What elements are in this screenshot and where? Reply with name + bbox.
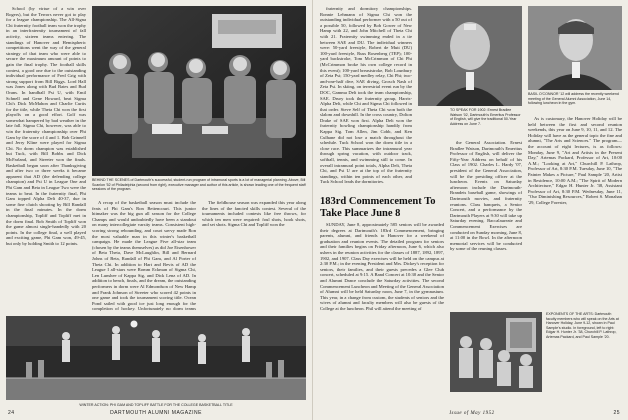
article-text: A recap of the basketball season must include the feats of Phi Gam's Ron Bettencourt. This junior hitmaker was the big gun all season for the College Champs and would undoubtedly have been a standout on many intercollegiate varsity teams. Consistent high-scoring strong rebounding, and court savvy made Ron the most valuable man in this winter's basketball campaign. He made the League Five all-star team (chosen by the teams themselves) as did Joe Eisenhower of Beta Theta, Dave McLaughlin, Bill and Bernard Johns of Beta, Randall of Phi Gam, and Al Porter of Theta Chi. In addition to Hart and Bevis of AD the League I all-stars were Romm Eckman of Sigma Chi, Len Lunshee of Kappa Sig, and Dick Lenz of AD. In addition to bench, finals, and the dream, the outstanding performers in dorm were Al Edmondson of New Hamp and Frank Johnson of Streeter who scored 42 points in one game and took the tournament scoring title. Ocean Pond sailed with good ice just long enough for the completion of hockey. Unfortunately no dorm teams <box>92 200 196 312</box>
article-column-2 <box>92 200 196 312</box>
article-text: As is customary, the Hanover Holiday will be held between the first and second reunion weekends, this year on June 9, 10, 11, and 12. The Holiday will have as the general topic the fine and alumni, "The Arts and Sciences." The program—the account of eight lectures, is as follows: Monday, June 9, "Art and Artists in the Present Day," Artemas Packard, Professor of Art, 10:00 A.M.; "Looking at Art," Churchill P. Lathrop, Professor of Art, 8:30 P.M. Tuesday, June 10, "The Painter Makes a Picture," Paul Sample '20, Artist in Residence, 10:00 A.M.; "The Spirit of Modern Architecture," Edgar H. Hunter Jr. '38, Assistant Professor of Art, 8:30 P.M. Wednesday, June 11, "Our Diminishing Resources," Robert S. Monahan '29, College Forester, <box>528 116 622 205</box>
issue-title: Issue of May 1952 <box>449 411 495 416</box>
article-column-2 <box>450 140 522 308</box>
commencement-column <box>320 222 444 400</box>
article-text: the General Association. Ernest Bradlee Watson, Dartmouth's Emeritus Professor of English, will deliver the Fifty-Year Address on behalf of his Class of 1902. Charles L. Hardy '07, president of the General Association, will be the presiding officer at the luncheon. Events on Saturday afternoon include the Dartmouth-Brandeis baseball game, showings of Dartmouth movies, and fraternity reunions. Class banquets, a Senior Concert, and a performance by the Dartmouth Players at 9:30 will take up Saturday evening. Baccalaureate and Commencement Exercises are conducted on Sunday morning, June 8, at 11:00 in the Bowl. In the afternoon memorial services will be conducted by some of the reuning classes. <box>450 140 522 252</box>
faculty-studio-photo <box>450 312 542 392</box>
page-number: 24 <box>8 410 15 416</box>
commencement-headline: 183rd Commencement To Take Place June 8 <box>320 196 436 219</box>
article-column-1 <box>6 6 86 312</box>
magazine-title: DARTMOUTH ALUMNI MAGAZINE <box>110 410 202 416</box>
article-column-3 <box>528 116 622 308</box>
oconnor-portrait-photo <box>528 6 622 90</box>
article-column-1 <box>320 6 412 192</box>
staff-meeting-photo <box>92 6 306 176</box>
basketball-photo <box>6 316 306 400</box>
faculty-studio-caption: EXPONENTS OF THE ARTS: Dartmouth faculty members who will speak on the Arts at Hanover Holiday, June 9-12, shown in Paul Sample's studio. In foreground, left to right: Edgar H. Hunter Jr. '38, Churchill P. Lathrop, Artemas Packard, and Paul Sample '20. <box>546 312 619 339</box>
left-page <box>0 0 313 420</box>
article-text: SUNDAY, June 8, approximately 585 seniors will be awarded their degrees at Dartmouth's 183rd Commencement, bringing parents, alumni, and friends to Hanover for a weekend of graduation and reunion events. The detailed program for seniors and their families begins on Friday afternoon, June 6, which also ushers in the reunion activities for the classes of 1887, 1892, 1897, 1902, and 1907. Class Day exercises will be held on the campus at 2:30 P.M.; in the evening President and Mrs. Dickey's reception for seniors, their families, and their guests precedes a Glee Club concert, scheduled at 9:15. A Band Concert at 10:30 and the Senior and Alumni Dance conclude the Saturday activities. The second Commencement Luncheon and Meeting of the General Association of Alumni will be held Saturday noon, June 7, in the gymnasium. This year, in a change from custom, the students of seniors and the wives of alumni and faculty members will also be guests of the College at the luncheon. Phil will attend the meeting of <box>320 222 444 311</box>
oconnor-caption: BASIL O'CONNOR '12 will address the recently weekend meeting of the General Alumni Association, June 14, following luncheon in the gym. <box>528 92 619 105</box>
staff-meeting-caption: BEHIND THE SCENES of Dartmouth's successful, student-run program of intramural sports is a lot of managerial planning. Above, Bill Scanlon '52 of Philadelphia (second from right), executive manager and author of this article, is shown leading one of the frequent staff sessions of the program. <box>92 178 306 191</box>
article-text: School (by virtue of a win over Rogers), but the Terrors never got to play for a league championship. The All-Signa Chi fraternity football team won the trophy in an interfraternity tournament of fall activity, sixteen teams entering. The standings of Hanover and Hemispheric competitions went the way of the general strategy of that team who were able to secure the maximum amount of points to gain the final trophy. The football skills contest, a good one due to the outstanding individual performance of Fred Grig with strong support from Bill Biggs. Lord Hall was Jones along with Bud Bates and Bud Orans. In handball Psi U, with Emil Schnell and Gene Howard, beat Sigma Chi's Dick McMahon and Charlie Curtis for the title, while Theta Chi won the first playoffs on a good effort. Golf was somewhat hampered by bad weather in the late fall. Sigma Chi, however, was able to win the fraternity championship over Phi Gam by the score of 4 and 1. Bob Grinnell and Jerry Kline were played for Sigma Chi. No dorm champion was established but Tuck, with Bill Bobbs and Dick McFarland, and Streeter won the finals. Basketball began soon after Thanksgiving and after two or three weeks it became apparent that AD (the defending college champion) and Psi U in League One and Phi Gam and Beta in League Two were the teams to beat. In the fraternity final, Phi Gam topped Alpha Delt 40-37, due in some fine clutch shooting by Bill Randall in the final minutes. In the dorm championship, Topliff and Topliff met in the dorm final. Bob Smith of Topliff won the game almost single-handedly with 20 points. In the college final, a well played and exciting game, Phi Gam won, 49-45, but only by holding Smith to 12 points. <box>6 6 86 246</box>
article-column-3 <box>202 200 306 312</box>
watson-portrait-photo <box>418 6 522 106</box>
right-page <box>316 0 628 420</box>
article-text: The fieldhouse season was expanded this year along the lines of the fancied skills contest. Several of the tournaments included contests like free throws, for which ten men were required: foul shots, hook shots, and set shots. Sigma Chi and Topliff won the <box>202 200 306 228</box>
basketball-caption: WINTER ACTION: PHI GAM AND TOPLIFF BATTLE FOR THE COLLEGE BASKETBALL TITLE <box>79 403 233 407</box>
page-number: 25 <box>613 410 620 416</box>
article-text: fraternity and dormitory championships. Ronnie Lehmann of Sigma Chi won the outstanding individual performer with a 50 out of a possible 50, followed by Bob Gower of New Hamp with 22, and John Mitchell of Theta Chi with 21. Fraternity swimming ended in a tie between SAE and DU. The individual winners were: 50-yard freestyle, Robert de Mutt (DU) 100-yard freestyle, Russ Rosenberg (TEP); 100-yard backstroke, Tom McCrimmon of Chi Phi (McCrimmon broke his own college record in this event); 100-yard breaststroke, Bob Lounbury of Zeta Psi; 150-yard medley relay, Chi Phi; two-and-one-half dive, SAE diving, Grosch Nash of Zeta Psi. In skiing, on terrestrial event run by the DOC, Gamma Delt took the team championship, SAE. Drury took the fraternity group, Harris-Alpha Delt, while Chi and Sigma Chi followed in that order. Steve Self of Theta Chi won both the slalom and downhill. In the cross country, Dolton Drake of SAE won first. Alpha Delt won the fraternity bowling championship handily from Kappa Sig. Tom Allen, Jim Cobb, and Ken Culhane did not lose a match throughout the schedule. Tuck School won the dorm title in a close race. This summarizes the intramural year through spring vacation, with outdoor track, softball, tennis, and swimming still to come. In overall intramural point totals, Alpha Delt, Theta Chi, and Psi U are at the top of the fraternity standings, within ten points of each other, and Tuck School leads the dormitories. <box>320 6 412 185</box>
watson-caption: TO SPEAK FOR 1902: Ernest Bradlee Watson '02, Dartmouth's Emeritus Professor of English, will give the traditional 50-Year Address on June 7. <box>450 108 521 126</box>
